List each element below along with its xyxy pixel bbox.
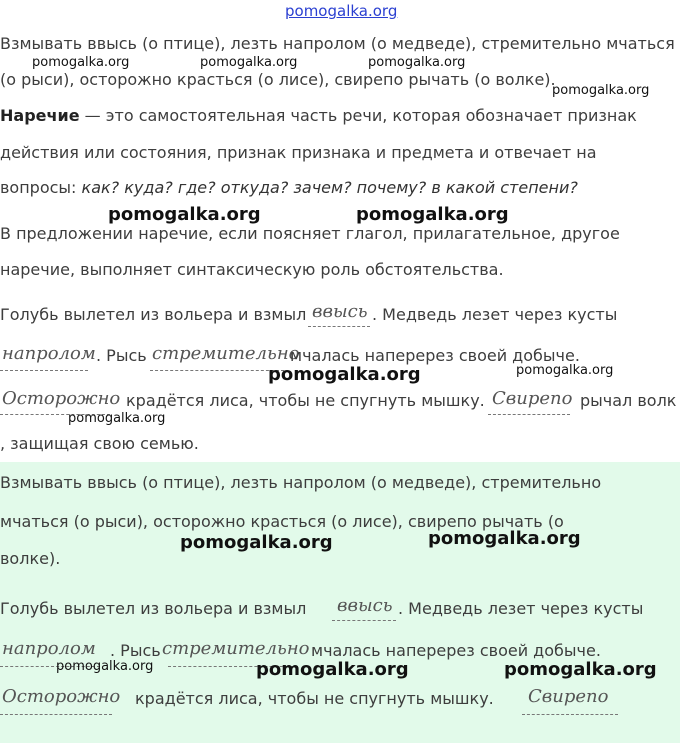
- handwritten-word-stremitelno: стремительно: [152, 343, 300, 364]
- watermark: pomogalka.org: [200, 55, 298, 70]
- watermark: pomogalka.org: [256, 659, 409, 680]
- watermark: pomogalka.org: [32, 55, 130, 70]
- sentence-2-end: мчалась наперерез своей добыче.: [290, 346, 580, 365]
- watermark: pomogalka.org: [268, 364, 421, 385]
- watermark: pomogalka.org: [552, 83, 650, 98]
- sentence-1-start: Голубь вылетел из вольера и взмыл: [0, 305, 307, 324]
- adverbial-underline: [488, 414, 570, 415]
- answer-sentence-1-start: Голубь вылетел из вольера и взмыл: [0, 599, 307, 618]
- watermark: pomogalka.org: [368, 55, 466, 70]
- handwritten-word-ostorozhno: Осторожно: [2, 388, 121, 409]
- adverbial-underline: [0, 370, 88, 371]
- site-link[interactable]: pomogalka.org: [285, 2, 398, 20]
- answer-sentence-2-end: мчалась наперерез своей добыче.: [311, 641, 601, 660]
- role-line-2: наречие, выполняет синтаксическую роль обстоятельства.: [0, 260, 504, 279]
- sentence-1-end: . Медведь лезет через кусты: [372, 305, 618, 324]
- answer-sentence-2-mid: . Рысь: [110, 641, 161, 660]
- answer-handwritten-stremitelno: стремительно: [162, 638, 310, 659]
- answer-line-2: мчаться (о рыси), осторожно красться (о лисе), свирепо рычать (о: [0, 512, 564, 531]
- sentence-3-mid: крадётся лиса, чтобы не спугнуть мышку.: [126, 391, 485, 410]
- role-line-1: В предложении наречие, если поясняет глагол, прилагательное, другое: [0, 224, 620, 243]
- handwritten-word-vvys: ввысь: [312, 301, 368, 322]
- answer-handwritten-ostorozhno: Осторожно: [2, 686, 121, 707]
- task-line-1: Взмывать ввысь (о птице), лезть напролом (о медведе), стремительно мчаться: [0, 34, 675, 53]
- definition-line-1: [0, 106, 637, 125]
- watermark: pomogalka.org: [108, 204, 261, 225]
- definition-line-1-rest: — это самостоятельная часть речи, которая обозначает признак: [79, 106, 637, 125]
- answer-line-1: Взмывать ввысь (о птице), лезть напролом (о медведе), стремительно: [0, 473, 602, 492]
- adverbial-underline: [0, 714, 112, 715]
- watermark: pomogalka.org: [68, 411, 166, 426]
- answer-handwritten-svirepo: Свирепо: [528, 686, 609, 707]
- task-line-2: (о рыси), осторожно красться (о лисе), свирепо рычать (о волке).: [0, 70, 556, 89]
- handwritten-word-svirepo: Свирепо: [492, 388, 573, 409]
- adverbial-underline: [150, 370, 284, 371]
- definition-line-3: [0, 178, 578, 197]
- answer-sentence-3-mid: крадётся лиса, чтобы не спугнуть мышку.: [135, 689, 494, 708]
- answer-sentence-1-end: . Медведь лезет через кусты: [398, 599, 644, 618]
- sentence-3-end: рычал волк: [580, 391, 677, 410]
- definition-questions: как? куда? где? откуда? зачем? почему? в какой степени?: [81, 178, 578, 197]
- adverbial-underline: [332, 620, 396, 621]
- answer-handwritten-vvys: ввысь: [337, 595, 393, 616]
- adverbial-underline: [308, 326, 370, 327]
- definition-questions-intro: вопросы:: [0, 178, 82, 197]
- definition-term: Наречие: [0, 106, 80, 125]
- watermark: pomogalka.org: [504, 659, 657, 680]
- watermark: pomogalka.org: [428, 528, 581, 549]
- sentence-4: , защищая свою семью.: [0, 434, 199, 453]
- answer-handwritten-naprolom: напролом: [2, 638, 96, 659]
- handwritten-word-naprolom: напролом: [2, 343, 96, 364]
- watermark: pomogalka.org: [516, 363, 614, 378]
- watermark: pomogalka.org: [180, 532, 333, 553]
- sentence-2-mid: . Рысь: [96, 346, 147, 365]
- watermark: pomogalka.org: [356, 204, 509, 225]
- adverbial-underline: [522, 714, 618, 715]
- definition-line-2: действия или состояния, признак признака и предмета и отвечает на: [0, 143, 597, 162]
- watermark: pomogalka.org: [56, 659, 154, 674]
- answer-line-3: волке).: [0, 549, 61, 568]
